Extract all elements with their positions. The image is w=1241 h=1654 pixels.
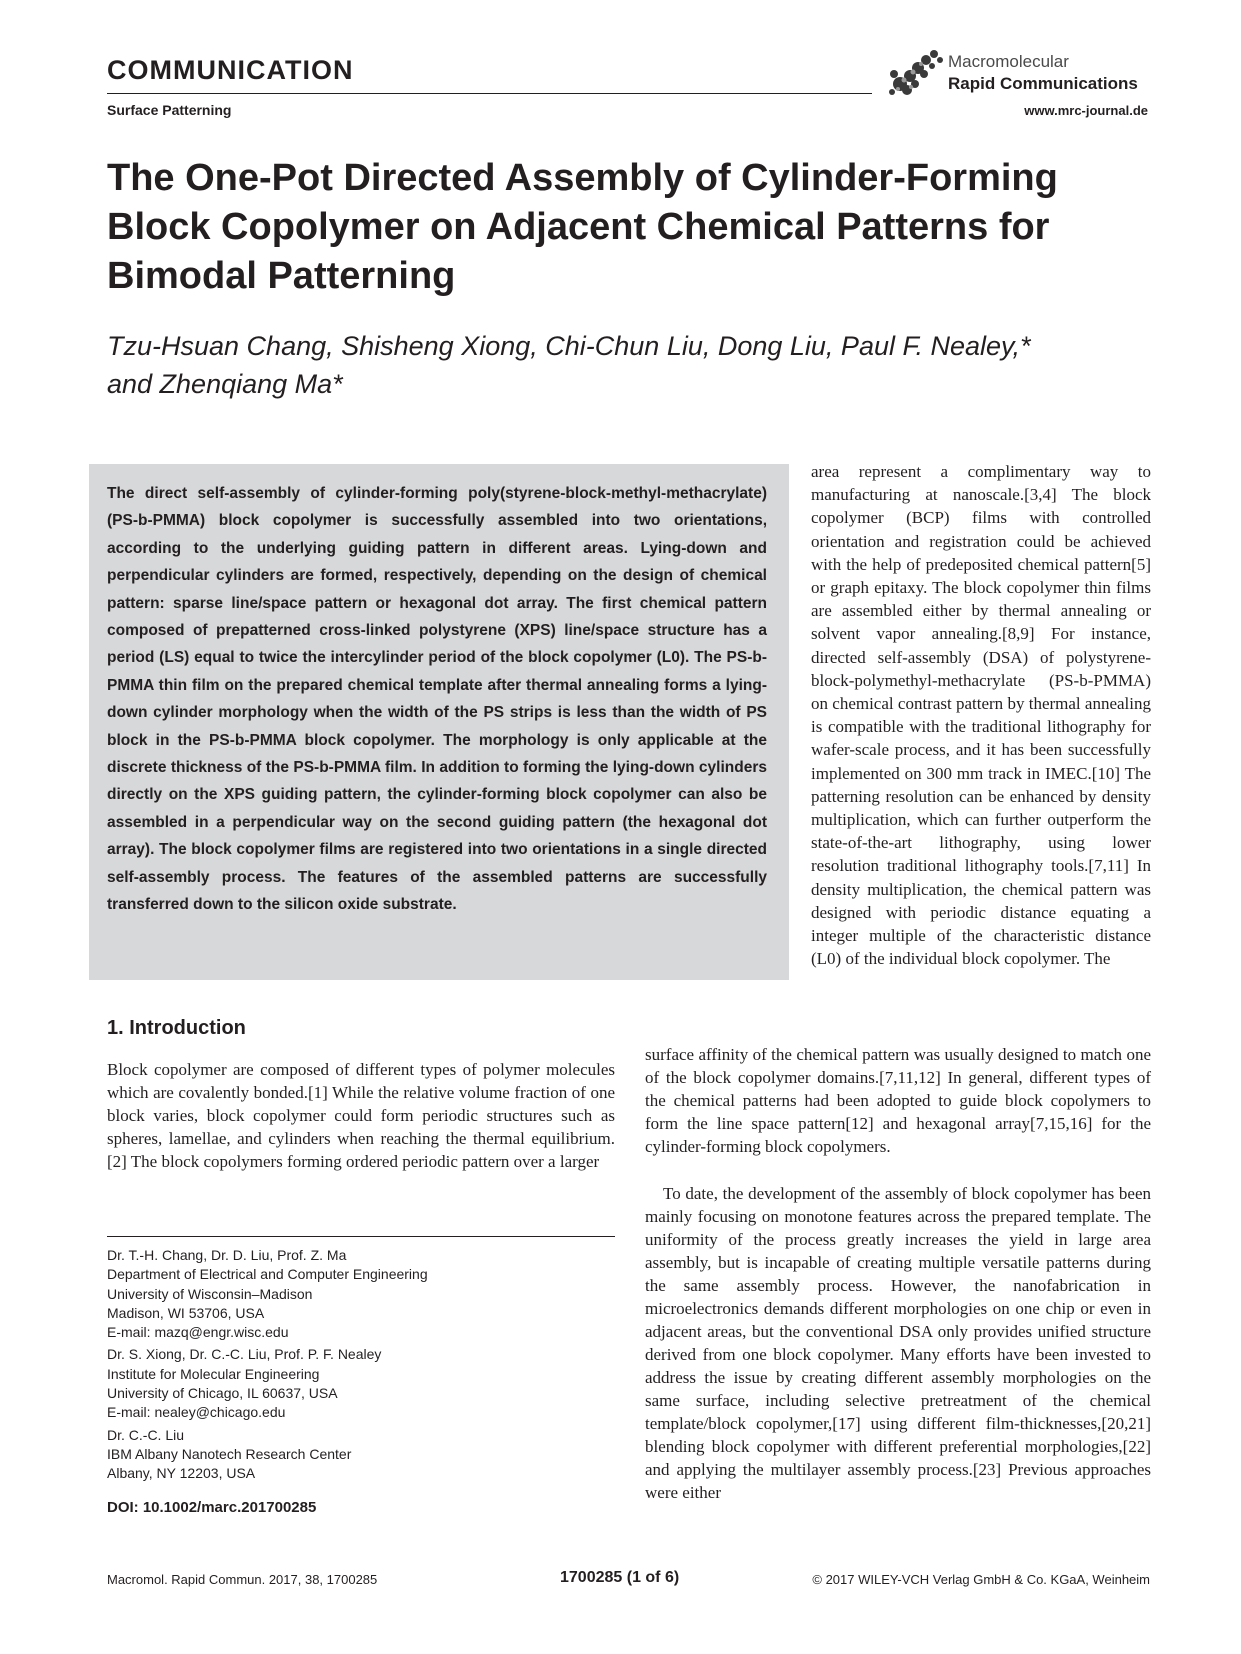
email-link[interactable]: E-mail: nealey@chicago.edu <box>107 1404 286 1421</box>
affiliation-group <box>107 1345 615 1422</box>
affiliation-divider <box>107 1236 615 1237</box>
affiliation-line: University of Chicago, IL 60637, USA <box>107 1385 338 1402</box>
body-text-right-continuation: surface affinity of the chemical pattern was usually designed to match one of the block copolymer domains.[7,11,12] In general, different types of the chemical patterns had been adopted to guide block copolymers to form the line space pattern[12] and hexagonal array[7,15,16] for the cylinder-forming block copolymers. <box>645 1045 1151 1156</box>
affiliation-line: Albany, NY 12203, USA <box>107 1465 256 1482</box>
section-label: Surface Patterning <box>107 102 232 118</box>
author-list <box>107 327 1087 403</box>
affiliation-line: Institute for Molecular Engineering <box>107 1365 320 1382</box>
introduction-paragraph: Block copolymer are composed of different types of polymer molecules which are covalently bonded.[1] While the relative volume fraction of one block varies, block copolymer could form periodic structures such as spheres, lamellae, and cylinders when reaching the thermal equilibrium.[2] The block copolymers forming ordered periodic pattern over a larger <box>107 1060 615 1171</box>
footer-copyright: © 2017 WILEY-VCH Verlag GmbH & Co. KGaA, Weinheim <box>812 1572 1150 1587</box>
affiliation-line: Dr. T.-H. Chang, Dr. D. Liu, Prof. Z. Ma <box>107 1247 347 1263</box>
authors-line-2: and Zhenqiang Ma* <box>107 369 343 399</box>
footer-citation: Macromol. Rapid Commun. 2017, 38, 1700285 <box>107 1572 378 1587</box>
journal-url-link[interactable]: www.mrc-journal.de <box>1024 103 1148 118</box>
affiliation-line: Madison, WI 53706, USA <box>107 1304 265 1321</box>
footer-page-number: 1700285 (1 of 6) <box>560 1569 680 1586</box>
email-link[interactable]: E-mail: mazq@engr.wisc.edu <box>107 1324 289 1341</box>
section-heading-introduction: 1. Introduction <box>107 1017 246 1039</box>
affiliation-line: IBM Albany Nanotech Research Center <box>107 1445 352 1462</box>
header-divider <box>107 93 872 94</box>
affiliation-group <box>107 1426 615 1484</box>
article-type-label: COMMUNICATION <box>107 55 354 85</box>
journal-name-line1: Macromolecular <box>948 52 1069 71</box>
authors-line-1: Tzu-Hsuan Chang, Shisheng Xiong, Chi-Chun Liu, Dong Liu, Paul F. Nealey,* <box>107 331 1031 361</box>
abstract-text: The direct self-assembly of cylinder-forming poly(styrene-block-methyl-methacrylate) (PS-b-PMMA) block copolymer is successfully assembled into two orientations, according to the underlying guiding pattern in different areas. Lying-down and perpendicular cylinders are formed, respectively, depending on the design of chemical pattern: sparse line/space pattern or hexagonal dot array. The first chemical pattern composed of prepatterned cross-linked polystyrene (XPS) line/space structure has a period (LS) equal to twice the intercylinder period of the block copolymer (L0). The PS-b-PMMA thin film on the prepared chemical template after thermal annealing forms a lying-down cylinder morphology when the width of the PS strips is less than the width of PS block in the PS-b-PMMA block copolymer. The morphology is only applicable at the discrete thickness of the PS-b-PMMA film. In addition to forming the lying-down cylinders directly on the XPS guiding pattern, the cylinder-forming block copolymer can also be assembled in a perpendicular way on the second guiding pattern (the hexagonal dot array). The block copolymer films are registered into two orientations in a single directed self-assembly process. The features of the assembled patterns are successfully transferred down to the silicon oxide substrate. <box>107 485 767 914</box>
doi-link[interactable]: DOI: 10.1002/marc.201700285 <box>107 1499 317 1516</box>
molecule-cluster-icon <box>880 44 950 104</box>
body-text-right-top: area represent a complimentary way to manufacturing at nanoscale.[3,4] The block copolymer (BCP) films with controlled orientation and registration could be achieved with the help of predeposited chemical pattern[5] or graph epitaxy. The block copolymer thin films are assembled either by thermal annealing or solvent vapor annealing.[8,9] For instance, directed self-assembly (DSA) of polystyrene-block-polymethyl-methacrylate (PS-b-PMMA) on chemical contrast pattern by thermal annealing is compatible with the traditional lithography for wafer-scale process, and it has been successfully implemented on 300 mm track in IMEC.[10] The patterning resolution can be enhanced by density multiplication, which can further outperform the state-of-the-art lithography, using lower resolution traditional lithography tools.[7,11] In density multiplication, the chemical pattern was designed with periodic distance equating a integer multiple of the characteristic distance (L0) of the individual block copolymer. The <box>811 462 1151 969</box>
journal-name-line2: Rapid Communications <box>948 74 1138 93</box>
affiliation-block <box>107 1246 615 1487</box>
affiliation-line: University of Wisconsin–Madison <box>107 1285 313 1302</box>
body-text-right-paragraph-2: To date, the development of the assembly of block copolymer has been mainly focusing on monotone features across the prepared template. The uniformity of the process greatly increases the yield in large area assembly, but is incapable of creating multiple versatile patterns during the same assembly process. However, the nanofabrication in microelectronics demands different morphologies on one chip or even in adjacent areas, but the conventional DSA only provides unified structure derived from one block copolymer. Many efforts have been invested to address the issue by creating different assembly morphologies on the same surface, including selective pretreatment of the chemical template/block copolymer,[17] using different film-thicknesses,[20,21] blending block copolymer with different preferential morphologies,[22] and applying the multilayer assembly process.[23] Previous approaches were either <box>645 1184 1151 1502</box>
affiliation-group <box>107 1246 615 1342</box>
affiliation-line: Dr. S. Xiong, Dr. C.-C. Liu, Prof. P. F. Nealey <box>107 1346 382 1363</box>
affiliation-line: Dr. C.-C. Liu <box>107 1426 185 1443</box>
affiliation-line: Department of Electrical and Computer Engineering <box>107 1266 428 1283</box>
article-title: The One-Pot Directed Assembly of Cylinder-Forming Block Copolymer on Adjacent Chemical Patterns for Bimodal Patterning <box>107 157 1058 297</box>
